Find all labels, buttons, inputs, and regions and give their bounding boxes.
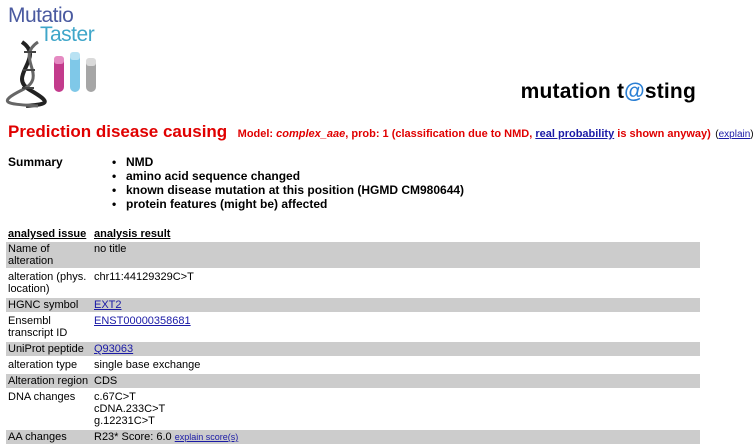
dna-change-value: cDNA.233C>T xyxy=(94,403,166,415)
row-value xyxy=(92,298,700,312)
dna-helix-icon xyxy=(16,40,106,106)
uniprot-peptide-link[interactable]: Q93063 xyxy=(94,343,134,355)
row-key: Alteration region xyxy=(6,374,92,388)
real-probability-link[interactable]: real probability xyxy=(535,128,615,140)
summary-item: • known disease mutation at this position (HGMD CM980644) xyxy=(112,183,464,197)
row-key: Name of alteration xyxy=(6,242,92,268)
summary-label: Summary xyxy=(8,155,63,169)
header-analysis-result: analysis result xyxy=(94,228,171,240)
model-info xyxy=(238,128,711,140)
site-title-at: @ xyxy=(624,80,645,103)
row-value: CDS xyxy=(92,374,700,388)
row-value xyxy=(92,390,700,428)
explain-scores-link[interactable]: explain score(s) xyxy=(174,432,239,442)
row-key: alteration type xyxy=(8,359,78,371)
row-key: HGNC symbol xyxy=(6,298,92,312)
table-header-row xyxy=(6,226,700,240)
model-rest: , prob: 1 (classification due to NMD, xyxy=(345,128,536,140)
prediction-heading: Prediction disease causing xyxy=(8,122,228,141)
summary-item: • protein features (might be) affected xyxy=(112,197,464,211)
row-key: UniProt peptide xyxy=(6,342,92,356)
model-tail: is shown anyway) xyxy=(614,128,711,140)
model-name: complex_aae xyxy=(276,128,346,140)
row-value xyxy=(92,314,700,340)
explain-link[interactable]: explain xyxy=(718,129,751,140)
row-value xyxy=(92,430,700,444)
table-row xyxy=(6,390,700,428)
row-key: DNA changes xyxy=(8,391,76,403)
table-row xyxy=(6,374,700,388)
summary-item: • amino acid sequence changed xyxy=(112,169,464,183)
row-key: AA changes xyxy=(6,430,92,444)
logo-text-line1: Mutatio xyxy=(8,4,74,27)
row-key: Ensembl transcript ID xyxy=(8,315,68,339)
ensembl-transcript-link[interactable]: ENST00000358681 xyxy=(94,315,191,327)
mutation-taster-logo xyxy=(6,4,106,108)
table-row xyxy=(6,242,700,268)
logo-text-line2: Taster xyxy=(40,23,95,46)
prediction-line: Prediction disease causing Model: complex_aae, prob: 1 (classification due to NMD, real probability is shown anyway) (explain) xyxy=(8,122,754,141)
model-prefix: Model: xyxy=(237,128,277,140)
row-key: alteration (phys. location) xyxy=(8,271,87,295)
row-value: chr11:44129329C>T xyxy=(94,271,194,283)
dna-change-value: g.12231C>T xyxy=(94,415,155,427)
dna-change-value: c.67C>T xyxy=(94,391,136,403)
aa-change-value: R23* Score: 6.0 xyxy=(94,431,172,443)
row-value: no title xyxy=(92,242,700,268)
row-value xyxy=(92,342,700,356)
table-row xyxy=(6,342,700,356)
table-row xyxy=(6,298,700,312)
site-title-suffix: sting xyxy=(644,80,696,103)
table-row xyxy=(6,270,700,296)
table-row xyxy=(6,430,700,444)
site-title-prefix: mutation t xyxy=(520,80,625,103)
table-row xyxy=(6,314,700,340)
summary-list xyxy=(112,155,464,211)
analysis-table xyxy=(6,224,700,446)
row-value: single base exchange xyxy=(94,359,201,371)
hgnc-symbol-link[interactable]: EXT2 xyxy=(94,299,122,311)
header-analysed-issue: analysed issue xyxy=(8,228,87,240)
table-row xyxy=(6,358,700,372)
summary-item: • NMD xyxy=(112,155,464,169)
site-title xyxy=(521,80,696,104)
